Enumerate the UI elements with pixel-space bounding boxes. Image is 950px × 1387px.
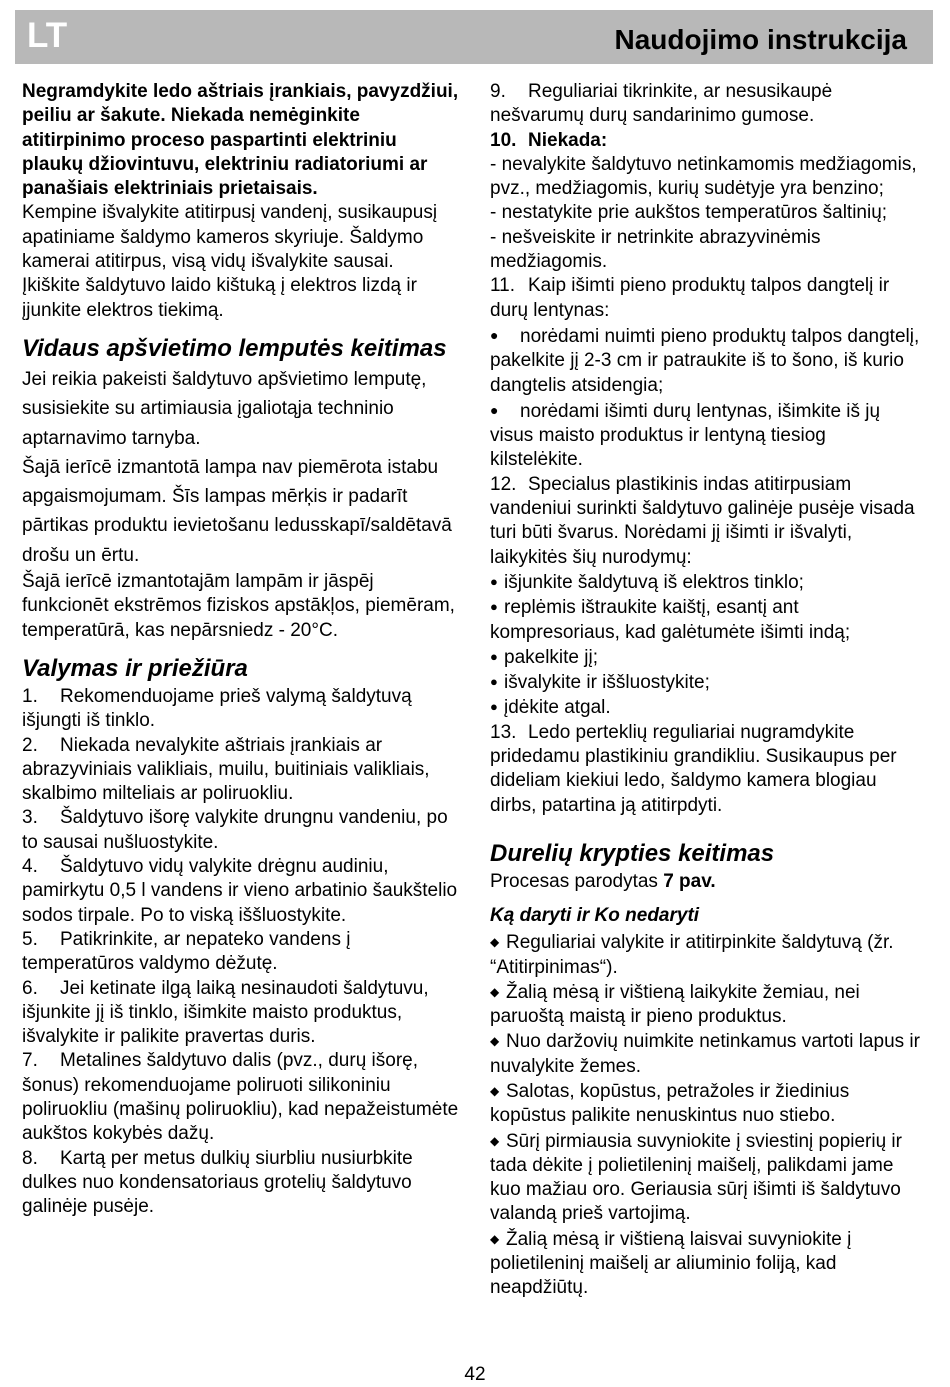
item-number: 2. bbox=[22, 734, 38, 756]
list-item bbox=[22, 1147, 462, 1220]
item-text: Reguliariai tikrinkite, ar nesusikaupė nešvarumų durų sandarinimo gumose. bbox=[490, 81, 833, 127]
item-text: Patikrinkite, ar nepateko vandens į temperatūros valdymo dėžutę. bbox=[22, 928, 351, 975]
diamond-bullet-icon: ◆ bbox=[490, 1083, 500, 1098]
lamp-paragraph-3: Šajā ierīcē izmantotajām lampām ir jāspēj funkcionēt ekstrēmos fiziskos apstākļos, piemēram, temperatūrā, kas nepārsniedz - 20°C. bbox=[22, 571, 455, 641]
never-line: - nešveiskite ir netrinkite abrazyvinėmis medžiagomis. bbox=[490, 226, 821, 273]
bullet-icon: ● bbox=[490, 648, 498, 664]
bullet-icon: ● bbox=[490, 326, 499, 343]
dos-item bbox=[490, 930, 922, 980]
bullet-icon: ● bbox=[490, 401, 499, 418]
item-text: Niekada nevalykite aštriais įrankiais ar abrazyviniais valikliais, muilu, buitiniais valikliais, skalbimo milteliais ar poliruokliu. bbox=[22, 734, 430, 805]
item-text: Kartą per metus dulkių siurbliu nusiurbkite dulkes nuo kondensatoriaus grotelių šaldytuvo galinėje pusėje. bbox=[22, 1147, 413, 1218]
page-number: 42 bbox=[464, 1364, 486, 1385]
item-text: Šaldytuvo išorę valykite drungnu vandeniu, po to sausai nušluostykite. bbox=[22, 807, 448, 853]
item-number: 3. bbox=[22, 807, 38, 829]
list-item bbox=[22, 1049, 462, 1146]
dos-text: Reguliariai valykite ir atitirpinkite šaldytuvą (žr. “Atitirpinimas“). bbox=[490, 932, 894, 978]
bullet-icon: ● bbox=[490, 599, 498, 615]
door-paragraph bbox=[490, 870, 922, 894]
item-number: 10. bbox=[490, 129, 517, 151]
list-item bbox=[490, 80, 922, 129]
item-text: Niekada: bbox=[528, 129, 608, 151]
bullet-icon: ● bbox=[490, 674, 498, 690]
list-item bbox=[22, 855, 462, 928]
lamp-heading: Vidaus apšvietimo lemputės keitimas bbox=[22, 334, 447, 362]
bullet-text: įdėkite atgal. bbox=[504, 697, 611, 719]
item-text: Kaip išimti pieno produktų talpos dangtelį ir durų lentynas: bbox=[490, 275, 890, 321]
list-item bbox=[22, 928, 462, 977]
bullet-text: išvalykite ir iššluostykite; bbox=[504, 672, 710, 694]
defrost-paragraph-2: Įkiškite šaldytuvo laido kištuką į elektros lizdą ir įjunkite elektros tiekimą. bbox=[22, 275, 417, 321]
list-item bbox=[22, 977, 462, 1050]
list-item bbox=[490, 274, 922, 323]
never-line: - nestatykite prie aukštos temperatūros šaltinių; bbox=[490, 202, 888, 224]
item-text: Jei ketinate ilgą laiką nesinaudoti šaldytuvu, išjunkite jį iš tinklo, išimkite maisto produktus, išvalykite ir palikite pravertas duris. bbox=[22, 977, 429, 1048]
list-item bbox=[22, 734, 462, 807]
never-line: - nevalykite šaldytuvo netinkamomis medžiagomis, pvz., medžiagomis, kurių sudėtyje yra benzino; bbox=[490, 153, 917, 200]
bullet-item bbox=[490, 323, 922, 398]
item-text: Metalines šaldytuvo dalis (pvz., durų išorę, šonus) rekomenduojame poliruoti silikoniniu poliruokliu (mašinų poliruokliu), kad nepažeistumėte aukštos kokybės dažų. bbox=[22, 1050, 459, 1145]
dos-text: Žalią mėsą ir vištieną laikykite žemiau, nei paruoštą maistą ir pieno produktus. bbox=[490, 981, 860, 1028]
header-bar bbox=[15, 10, 933, 64]
item-number: 13. bbox=[490, 721, 517, 743]
item-number: 6. bbox=[22, 977, 38, 999]
bullet-item bbox=[490, 398, 922, 473]
left-column bbox=[22, 80, 462, 1219]
page-title: Naudojimo instrukcija bbox=[614, 24, 907, 55]
dos-item bbox=[490, 980, 922, 1030]
figure-reference: 7 pav. bbox=[663, 870, 716, 892]
item-number: 1. bbox=[22, 685, 38, 707]
language-code: LT bbox=[27, 16, 68, 55]
diamond-bullet-icon: ◆ bbox=[490, 984, 500, 999]
lamp-paragraph-1: Jei reikia pakeisti šaldytuvo apšvietimo lemputę, susisiekite su artimiausia įgaliotąja techninio aptarnavimo tarnyba. bbox=[22, 368, 427, 449]
item-number: 7. bbox=[22, 1050, 38, 1072]
list-item bbox=[22, 806, 462, 855]
diamond-bullet-icon: ◆ bbox=[490, 1133, 500, 1148]
cleaning-list bbox=[22, 685, 462, 1220]
item-number: 11. bbox=[490, 275, 516, 297]
bullet-icon: ● bbox=[490, 573, 498, 589]
dos-item bbox=[490, 1129, 922, 1227]
door-heading: Durelių krypties keitimas bbox=[490, 839, 775, 867]
dos-item bbox=[490, 1079, 922, 1129]
list-item bbox=[490, 473, 922, 570]
bullet-item bbox=[490, 670, 922, 695]
diamond-bullet-icon: ◆ bbox=[490, 935, 500, 950]
item-number: 5. bbox=[22, 928, 38, 950]
bullet-item bbox=[490, 695, 922, 720]
bullet-item bbox=[490, 570, 922, 595]
dos-text: Nuo daržovių nuimkite netinkamus vartoti lapus ir nuvalykite žemes. bbox=[490, 1031, 920, 1077]
bullet-text: pakelkite jį; bbox=[504, 646, 598, 668]
bullet-text: replėmis ištraukite kaištį, esantį ant kompresoriaus, kad galėtumėte išimti indą; bbox=[490, 597, 851, 643]
right-column bbox=[490, 80, 922, 1301]
item-text: Ledo perteklių reguliariai nugramdykite pridedamu plastikiniu grandikliu. Susikaupus per dideliam kiekiui ledo, šaldymo kamera blogiau dirbs, patartina ją atitirpdyti. bbox=[490, 721, 897, 816]
dos-item bbox=[490, 1227, 922, 1301]
bullet-text: norėdami išimti durų lentynas, išimkite iš jų visus maisto produktus ir lentyną tiesiog kilstelėkite. bbox=[490, 400, 881, 471]
list-item bbox=[490, 721, 922, 818]
defrost-warning: Negramdykite ledo aštriais įrankiais, pavyzdžiui, peiliu ar šakute. Niekada nemėginkite atitirpinimo proceso paspartinti elektriniu plaukų džiovintuvu, elektriniu radiatoriumi ar panašiais elektriniais prietaisais. bbox=[22, 81, 459, 200]
bullet-icon: ● bbox=[490, 699, 498, 715]
bullet-text: norėdami nuimti pieno produktų talpos dangtelį, pakelkite jį 2-3 cm ir patraukite iš to šono, iš kurio dangtelis atsidengia; bbox=[490, 325, 920, 396]
lamp-paragraph-2: Šajā ierīcē izmantotā lampa nav piemērota istabu apgaismojumam. Šīs lampas mērķis ir padarīt pārtikas produktu ievietošanu ledusskapī/saldētavā drošu un ērtu. bbox=[22, 456, 452, 566]
item-text: Šaldytuvo vidų valykite drėgnu audiniu, pamirkytu 0,5 l vandens ir vieno arbatinio šaukštelio sodos tirpale. Po to viską iššluostykite. bbox=[22, 856, 458, 926]
item-number: 8. bbox=[22, 1147, 38, 1169]
item-number: 12. bbox=[490, 473, 517, 495]
bullet-text: išjunkite šaldytuvą iš elektros tinklo; bbox=[504, 571, 804, 593]
list-item bbox=[22, 685, 462, 734]
dos-text: Žalią mėsą ir vištieną laisvai suvyniokite į polietileninį maišelį ar aliuminio foliją, kad neapdžiūtų. bbox=[490, 1228, 852, 1299]
door-text: Procesas parodytas bbox=[490, 870, 664, 892]
item-number: 9. bbox=[490, 81, 506, 102]
item-text: Specialus plastikinis indas atitirpusiam vandeniui surinkti šaldytuvo galinėje pusėje visada turi būti švarus. Norėdami jį išimti ir išvalyti, laikykitės šių nurodymų: bbox=[490, 473, 915, 568]
cleaning-heading: Valymas ir priežiūra bbox=[22, 654, 248, 682]
dos-text: Sūrį pirmiausia suvyniokite į sviestinį popierių ir tada dėkite į polietileninį maišelį, palikdami jame kuo mažiau oro. Geriausia sūrį išimti iš šaldytuvo valandą prieš vartojimą. bbox=[490, 1130, 902, 1225]
diamond-bullet-icon: ◆ bbox=[490, 1034, 500, 1049]
bullet-item bbox=[490, 645, 922, 670]
diamond-bullet-icon: ◆ bbox=[490, 1231, 500, 1246]
item-number: 4. bbox=[22, 856, 38, 878]
dos-heading: Ką daryti ir Ko nedaryti bbox=[490, 905, 700, 927]
dos-text: Salotas, kopūstus, petražoles ir žiedinius kopūstus palikite nenuskintus nuo stiebo. bbox=[490, 1080, 850, 1127]
dos-item bbox=[490, 1029, 922, 1079]
bullet-item bbox=[490, 595, 922, 645]
item-text: Rekomenduojame prieš valymą šaldytuvą išjungti iš tinklo. bbox=[22, 685, 412, 732]
list-item bbox=[490, 129, 922, 153]
defrost-paragraph-1: Kempine išvalykite atitirpusį vandenį, susikaupusį apatiniame šaldymo kameros skyriuje. Šaldymo kamerai atitirpus, visą vidų išvalykite sausai. bbox=[22, 202, 438, 273]
